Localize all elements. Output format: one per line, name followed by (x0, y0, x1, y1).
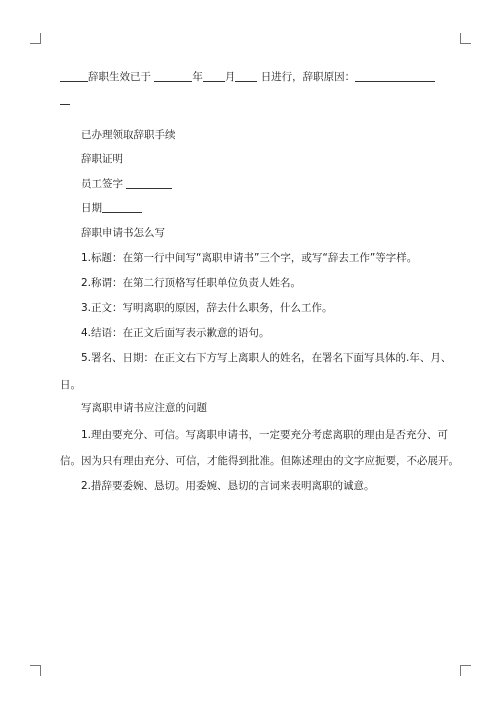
document-body (60, 69, 459, 503)
crop-mark-bottom-left (30, 665, 41, 676)
handled-line: 已办理领取辞职手续 (81, 129, 176, 141)
blank-year (154, 70, 192, 82)
text-year: 年 (192, 71, 203, 83)
reason-continuation-line (60, 93, 445, 127)
crop-mark-top-right (460, 33, 471, 44)
employee-sign-line (60, 176, 445, 200)
certificate-line: 辞职证明 (81, 153, 123, 165)
date-line (60, 200, 445, 225)
blank-reason-continued (60, 93, 70, 105)
blank-day (235, 70, 257, 82)
blank-month (203, 70, 225, 82)
note-wording: 2.措辞要委婉、恳切。用委婉、恳切的言词来表明离职的诚意。 (81, 480, 375, 492)
note-reason-a: 1.理由要充分、可信。写离职申请书，一定要充分考虑离职的理由是否充分、可 (81, 429, 449, 441)
resignation-effective-line (60, 69, 445, 93)
employee-sign-label: 员工签字 (81, 178, 123, 190)
item-salutation: 2.称谓：在第二行顶格写任职单位负责人姓名。 (81, 277, 302, 289)
blank-name (60, 70, 88, 82)
blank-signature (126, 177, 172, 189)
item-closing: 4.结语：在正文后面写表示歉意的语句。 (81, 327, 270, 339)
item-signature-date-continued: 日。 (60, 379, 81, 391)
note-reason-b: 信。因为只有理由充分、可信，才能得到批准。但陈述理由的文字应扼要，不必展开。 (60, 455, 459, 467)
blank-date (102, 201, 142, 213)
how-to-title: 辞职申请书怎么写 (81, 227, 165, 239)
item-body: 3.正文：写明离职的原因，辞去什么职务，什么工作。 (81, 302, 333, 314)
date-label: 日期 (81, 202, 102, 214)
item-title: 1.标题：在第一行中间写“离职申请书”三个字，或写“辞去工作”等字样。 (81, 252, 418, 264)
text-day-reason: 日进行，辞职原因： (260, 71, 356, 83)
blank-reason (355, 70, 435, 82)
crop-mark-top-left (30, 33, 41, 44)
notes-title: 写离职申请书应注意的问题 (81, 402, 207, 414)
item-signature-date: 5.署名、日期：在正文右下方写上离职人的姓名，在署名下面写具体的.年、月、 (81, 352, 452, 364)
crop-mark-bottom-right (460, 665, 471, 676)
text-month: 月 (224, 71, 236, 83)
text-effective: 辞职生效已于 (88, 71, 151, 83)
